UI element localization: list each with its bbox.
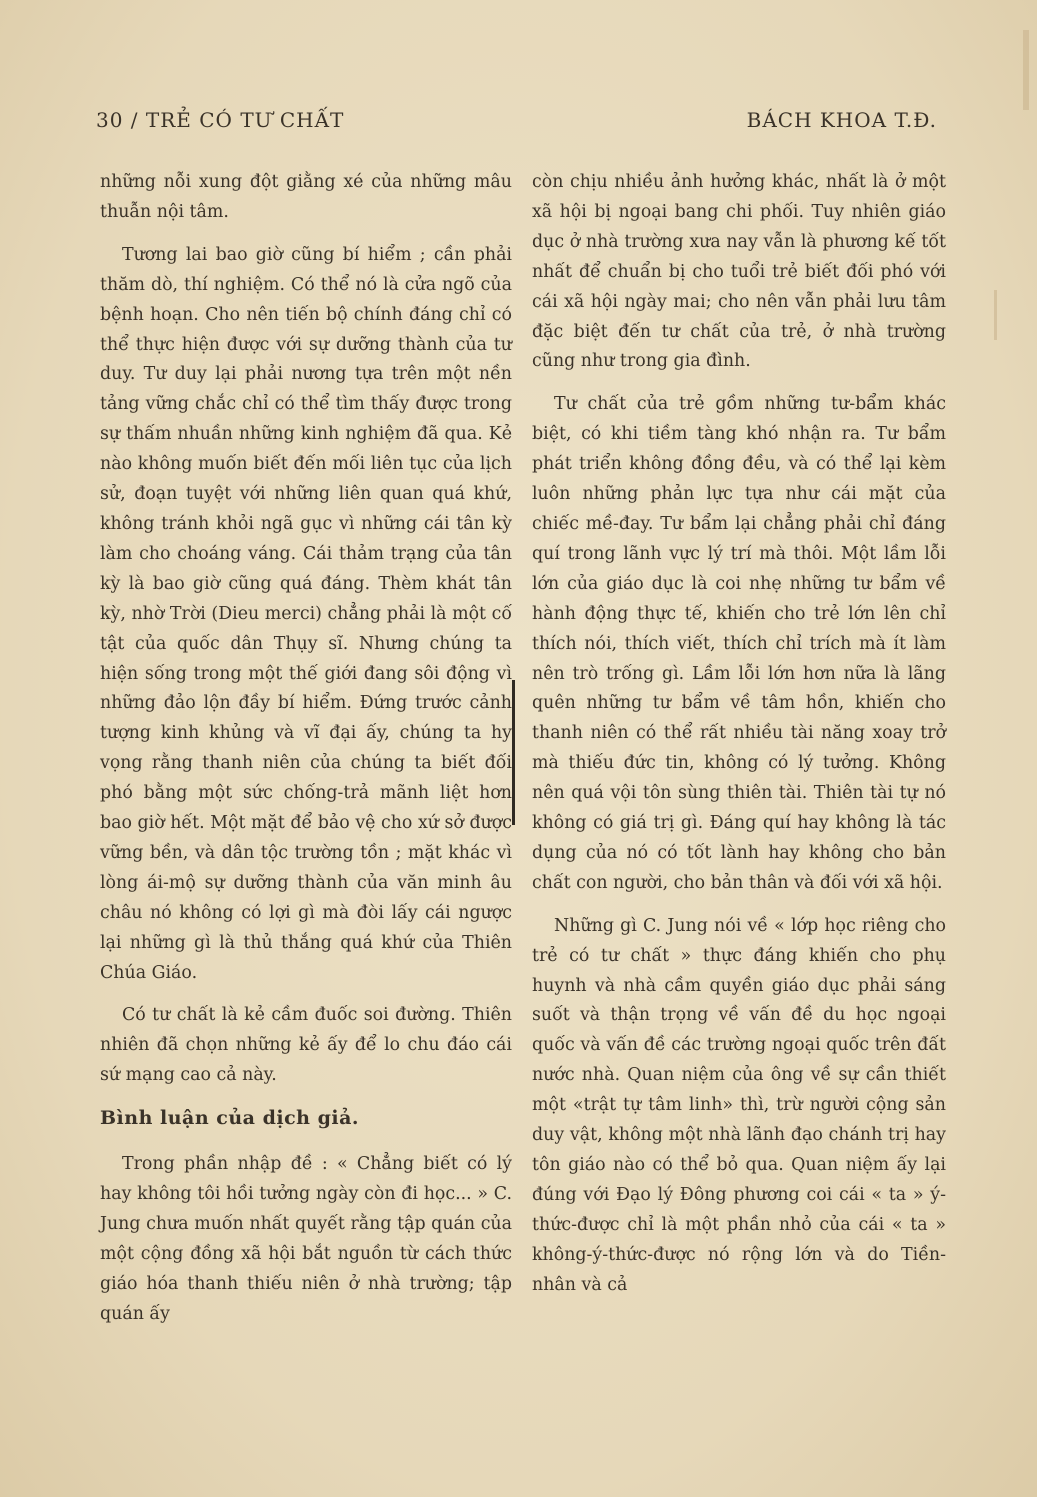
page-edge-stain — [1023, 30, 1029, 110]
left-column — [100, 168, 512, 1343]
header-page-title: 30 / TRẺ CÓ TƯ CHẤT — [96, 108, 345, 132]
paragraph: Tư chất của trẻ gồm những tư-bẩm khác biệt, có khi tiềm tàng khó nhận ra. Tư bẩm phát triển không đồng đều, và có thể lại kèm luôn những phản lực tựa như cái mặt của chiếc mề-đay. Tư bẩm lại chẳng phải chỉ đáng quí trong lãnh vực lý trí mà thôi. Một lầm lỗi lớn của giáo dục là coi nhẹ những tư bẩm về hành động thực tế, khiến cho trẻ lớn lên chỉ thích nói, thích viết, thích chỉ trích mà ít làm nên trò trống gì. Lầm lỗi lớn hơn nữa là lãng quên những tư bẩm về tâm hồn, khiến cho thanh niên có thể rất nhiều tài năng xoay trở mà thiếu đức tin, không có lý tưởng. Không nên quá vội tôn sùng thiên tài. Thiên tài tự nó không có giá trị gì. Đáng quí hay không là tác dụng của nó có tốt lành hay không cho bản chất con người, cho bản thân và đối với xã hội. — [532, 394, 946, 893]
paragraph: Trong phần nhập đề : « Chẳng biết có lý hay không tôi hồi tưởng ngày còn đi học... » C. Jung chưa muốn nhất quyết rằng tập quán của một cộng đồng xã hội bắt nguồn từ cách thức giáo hóa thanh thiếu niên ở nhà trường; tập quán ấy — [100, 1154, 512, 1324]
paragraph: Có tư chất là kẻ cầm đuốc soi đường. Thiên nhiên đã chọn những kẻ ấy để lo chu đáo cái sứ mạng cao cả này. — [100, 1005, 512, 1086]
paragraph: Tương lai bao giờ cũng bí hiểm ; cần phải thăm dò, thí nghiệm. Có thể nó là cửa ngõ của bệnh hoạn. Cho nên tiến bộ chính đáng chỉ có thể thực hiện được với sự dưỡng thành của tư duy. Tư duy lại phải nương tựa trên một nền tảng vững chắc chỉ có thể tìm thấy được trong sự thấm nhuần những kinh nghiệm đã qua. Kẻ nào không muốn biết đến mối liên tục của lịch sử, đoạn tuyệt với những liên quan quá khứ, không tránh khỏi ngã gục vì những cái tân kỳ làm cho choáng váng. Cái thảm trạng của tân kỳ là bao giờ cũng quá đáng. Thèm khát tân kỳ, nhờ Trời (Dieu merci) chẳng phải là một cố tật của quốc dân Thụy sĩ. Nhưng chúng ta hiện sống trong một thế giới đang sôi động vì những đảo lộn đầy bí hiểm. Đứng trước cảnh tượng kinh khủng và vĩ đại ấy, chúng ta hy vọng rằng thanh niên của chúng ta biết đối phó bằng một sức chống-trả mãnh liệt hơn bao giờ hết. Một mặt để bảo vệ cho xứ sở được vững bền, và dân tộc trường tồn ; mặt khác vì lòng ái-mộ sự dưỡng thành của văn minh âu châu nó không có lợi gì mà đòi lấy cái ngược lại những gì là thủ thắng quá khứ của Thiên Chúa Giáo. — [100, 244, 512, 983]
paragraph: Những gì C. Jung nói về « lớp học riêng cho trẻ có tư chất » thực đáng khiến cho phụ huynh và nhà cầm quyền giáo dục phải sáng suốt và thận trọng về vấn đề du học ngoại quốc và vấn đề các trường ngoại quốc trên đất nước nhà. Quan niệm của ông về sự cần thiết một «trật tự tâm linh» thì, trừ người cộng sản duy vật, không một nhà lãnh đạo chánh trị hay tôn giáo nào có thể bỏ qua. Quan niệm ấy lại đúng với Đạo lý Đông phương coi cái « ta » ý-thức-được chỉ là một phần nhỏ của cái « ta » không-ý-thức-được nó rộng lớn và do Tiền-nhân và cả — [532, 915, 946, 1295]
paragraph: những nỗi xung đột giằng xé của những mâu thuẫn nội tâm. — [100, 172, 512, 222]
running-header — [96, 108, 937, 144]
paragraph: còn chịu nhiều ảnh hưởng khác, nhất là ở một xã hội bị ngoại bang chi phối. Tuy nhiên giáo dục ở nhà trường xưa nay vẫn là phương kế tốt nhất để chuẩn bị cho tuổi trẻ biết đối phó với cái xã hội ngày mai; cho nên vẫn phải lưu tâm đặc biệt đến tư chất của trẻ, ở nhà trường cũng như trong gia đình. — [532, 172, 946, 372]
right-column — [532, 168, 946, 1314]
header-publication: BÁCH KHOA T.Đ. — [746, 108, 937, 132]
margin-mark — [512, 680, 515, 825]
page-edge-stain — [994, 290, 997, 340]
section-heading: Bình luận của dịch giả. — [100, 1107, 360, 1130]
